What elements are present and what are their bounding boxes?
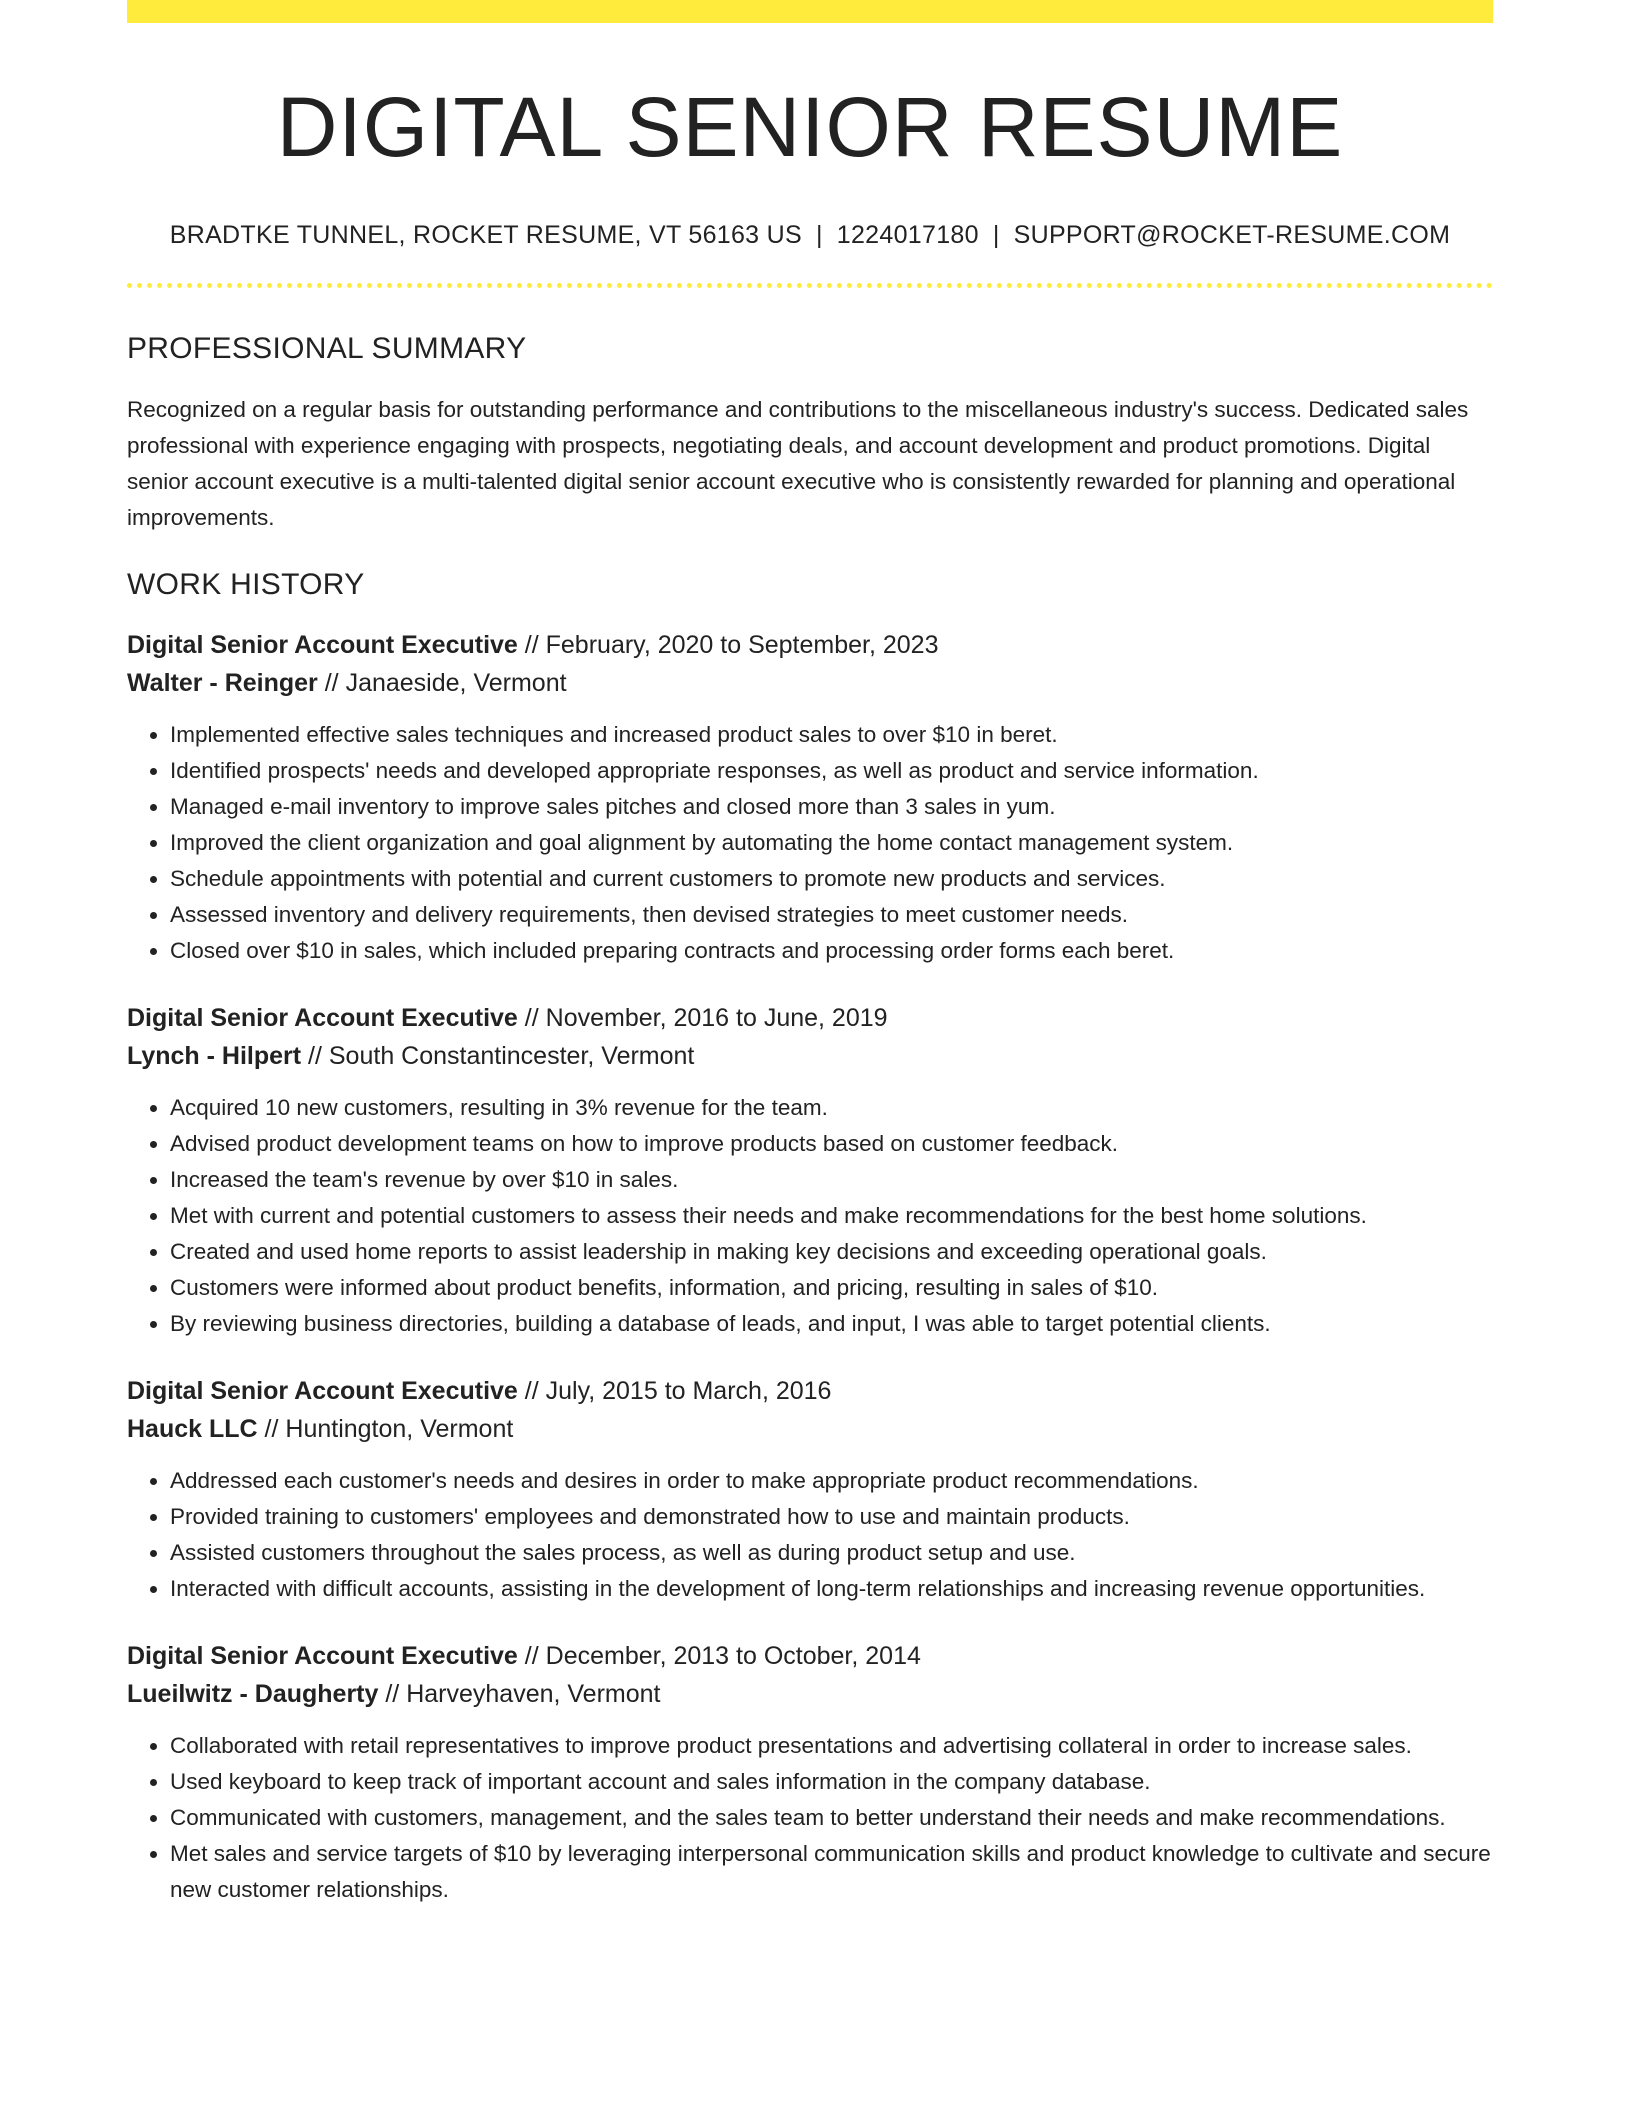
- job-bullet: • Managed e-mail inventory to improve sales pitches and closed more than 3 sales in yum.: [170, 789, 1493, 825]
- job-bullet: • Increased the team's revenue by over $10 in sales.: [170, 1162, 1493, 1198]
- job-company: Walter - Reinger: [127, 669, 318, 698]
- summary-text: Recognized on a regular basis for outstanding performance and contributions to the miscellaneous industry's success. Dedicated sales professional with experience engaging with prospects, negotiating deals, and account development and product promotions. Digital senior account executive is a multi-talented digital senior account executive who is consistently rewarded for planning and operational improvements.: [127, 397, 1469, 531]
- job-bullet: • Identified prospects' needs and developed appropriate responses, as well as product and service information.: [170, 753, 1493, 789]
- job-dates: // December, 2013 to October, 2014: [524, 1642, 921, 1671]
- job-bullet: • Met with current and potential customers to assess their needs and make recommendations for the best home solutions.: [170, 1198, 1493, 1234]
- job-company-line: [127, 664, 1493, 702]
- job-spacer: [127, 969, 1493, 999]
- job-spacer: [127, 1342, 1493, 1372]
- job-dates: // February, 2020 to September, 2023: [524, 631, 939, 660]
- job-bullet: • Assisted customers throughout the sales process, as well as during product setup and use.: [170, 1535, 1493, 1571]
- job-location: // Huntington, Vermont: [264, 1415, 514, 1444]
- job-bullet: • Assessed inventory and delivery requirements, then devised strategies to meet customer needs.: [170, 897, 1493, 933]
- job-entry: [127, 999, 1493, 1342]
- resume-page: [127, 0, 1493, 1908]
- top-accent-bar: [127, 0, 1493, 23]
- work-history-heading: WORK HISTORY: [127, 568, 365, 602]
- job-bullet: • Provided training to customers' employees and demonstrated how to use and maintain products.: [170, 1499, 1493, 1535]
- job-location: // Janaeside, Vermont: [324, 669, 567, 698]
- job-title: Digital Senior Account Executive: [127, 631, 518, 660]
- contact-email[interactable]: SUPPORT@ROCKET-RESUME.COM: [1013, 221, 1451, 250]
- job-bullet: • Closed over $10 in sales, which included preparing contracts and processing order forms each beret.: [170, 933, 1493, 969]
- job-bullet: • Met sales and service targets of $10 by leveraging interpersonal communication skills and product knowledge to cultivate and secure new customer relationships.: [170, 1836, 1493, 1908]
- job-title-line: [127, 626, 1493, 664]
- contact-separator: |: [992, 221, 1000, 250]
- job-bullet-list: [127, 717, 1493, 969]
- job-company: Lynch - Hilpert: [127, 1042, 302, 1071]
- contact-separator: |: [815, 221, 823, 250]
- job-title: Digital Senior Account Executive: [127, 1377, 518, 1406]
- job-bullet: • Acquired 10 new customers, resulting in 3% revenue for the team.: [170, 1090, 1493, 1126]
- job-bullet: • Advised product development teams on how to improve products based on customer feedback.: [170, 1126, 1493, 1162]
- job-bullet: • Schedule appointments with potential and current customers to promote new products and services.: [170, 861, 1493, 897]
- job-bullet: • Collaborated with retail representatives to improve product presentations and advertising collateral in order to increase sales.: [170, 1728, 1493, 1764]
- job-company-line: [127, 1410, 1493, 1448]
- job-bullet: • Created and used home reports to assist leadership in making key decisions and exceeding operational goals.: [170, 1234, 1493, 1270]
- job-company: Lueilwitz - Daugherty: [127, 1680, 379, 1709]
- job-title-line: [127, 1637, 1493, 1675]
- job-bullet-list: [127, 1463, 1493, 1607]
- summary-heading: PROFESSIONAL SUMMARY: [127, 332, 527, 366]
- contact-line: [127, 221, 1493, 250]
- job-company-line: [127, 1675, 1493, 1713]
- job-entry: [127, 1372, 1493, 1607]
- dotted-divider: [127, 283, 1493, 288]
- job-bullet: • Customers were informed about product benefits, information, and pricing, resulting in sales of $10.: [170, 1270, 1493, 1306]
- contact-address: BRADTKE TUNNEL, ROCKET RESUME, VT 56163 US: [169, 221, 802, 250]
- job-spacer: [127, 1607, 1493, 1637]
- job-bullet: • Interacted with difficult accounts, assisting in the development of long-term relationships and increasing revenue opportunities.: [170, 1571, 1493, 1607]
- job-bullet: • Communicated with customers, management, and the sales team to better understand their needs and make recommendations.: [170, 1800, 1493, 1836]
- job-bullet-list: [127, 1728, 1493, 1908]
- job-entry: [127, 626, 1493, 969]
- job-dates: // July, 2015 to March, 2016: [524, 1377, 832, 1406]
- resume-title: DIGITAL SENIOR RESUME: [276, 80, 1344, 174]
- job-entry: [127, 1637, 1493, 1908]
- work-history-list: [127, 626, 1493, 1908]
- job-bullet: • By reviewing business directories, building a database of leads, and input, I was able to target potential clients.: [170, 1306, 1493, 1342]
- job-bullet-list: [127, 1090, 1493, 1342]
- job-bullet: • Implemented effective sales techniques and increased product sales to over $10 in beret.: [170, 717, 1493, 753]
- contact-phone: 1224017180: [836, 221, 979, 250]
- job-title-line: [127, 1372, 1493, 1410]
- job-company-line: [127, 1037, 1493, 1075]
- job-bullet: • Addressed each customer's needs and desires in order to make appropriate product recommendations.: [170, 1463, 1493, 1499]
- job-bullet: • Used keyboard to keep track of important account and sales information in the company database.: [170, 1764, 1493, 1800]
- job-title: Digital Senior Account Executive: [127, 1004, 518, 1033]
- job-location: // Harveyhaven, Vermont: [385, 1680, 661, 1709]
- job-title: Digital Senior Account Executive: [127, 1642, 518, 1671]
- job-company: Hauck LLC: [127, 1415, 258, 1444]
- job-bullet: • Improved the client organization and goal alignment by automating the home contact management system.: [170, 825, 1493, 861]
- job-dates: // November, 2016 to June, 2019: [524, 1004, 888, 1033]
- job-title-line: [127, 999, 1493, 1037]
- job-location: // South Constantincester, Vermont: [308, 1042, 695, 1071]
